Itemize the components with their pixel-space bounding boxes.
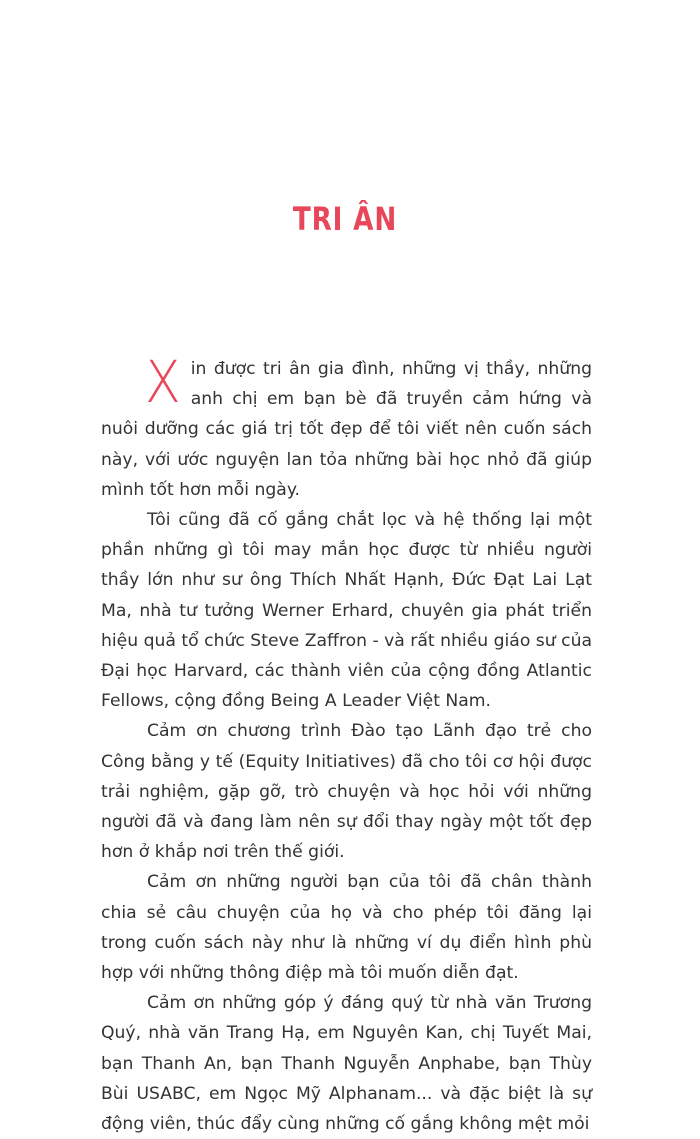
acknowledgement-body	[101, 348, 592, 1139]
paragraph-3: Cảm ơn chương trình Đào tạo Lãnh đạo trẻ cho Công bằng y tế (Equity Initiatives) đã cho tôi cơ hội được trải nghiệm, gặp gỡ, trò chuyện và học hỏi với những người đã và đang làm nên sự đổi thay ngày một tốt đẹp hơn ở khắp nơi trên thế giới.	[101, 721, 592, 863]
paragraph-4: Cảm ơn những người bạn của tôi đã chân thành chia sẻ câu chuyện của họ và cho phép tôi đăng lại trong cuốn sách này như là những ví dụ điển hình phù hợp với những thông điệp mà tôi muốn diễn đạt.	[101, 872, 592, 984]
paragraph-1-text: in được tri ân gia đình, những vị thầy, những anh chị em bạn bè đã truyền cảm hứng và nuôi dưỡng các giá trị tốt đẹp để tôi viết nên cuốn sách này, với ước nguyện lan tỏa những bài học nhỏ đã giúp mình tốt hơn mỗi ngày.	[101, 359, 592, 500]
paragraph-2: Tôi cũng đã cố gắng chắt lọc và hệ thống lại một phần những gì tôi may mắn học được từ nhiều người thầy lớn như sư ông Thích Nhất Hạnh, Đức Đạt Lai Lạt Ma, nhà tư tưởng Werner Erhard, chuyên gia phát triển hiệu quả tổ chức Steve Zaffron - và rất nhiều giáo sư của Đại học Harvard, các thành viên của cộng đồng Atlantic Fellows, cộng đồng Being A Leader Việt Nam.	[101, 510, 592, 712]
drop-cap: X	[144, 348, 181, 416]
paragraph-5: Cảm ơn những góp ý đáng quý từ nhà văn Trương Quý, nhà văn Trang Hạ, em Nguyên Kan, chị Tuyết Mai, bạn Thanh An, bạn Thanh Nguyễn Anphabe, bạn Thùy Bùi USABC, em Ngọc Mỹ Alphanam... và đặc biệt là sự động viên, thúc đẩy cùng những cố gắng không mệt mỏi	[101, 993, 592, 1135]
page-title: TRI ÂN	[292, 200, 398, 238]
paragraph-1	[101, 348, 592, 505]
